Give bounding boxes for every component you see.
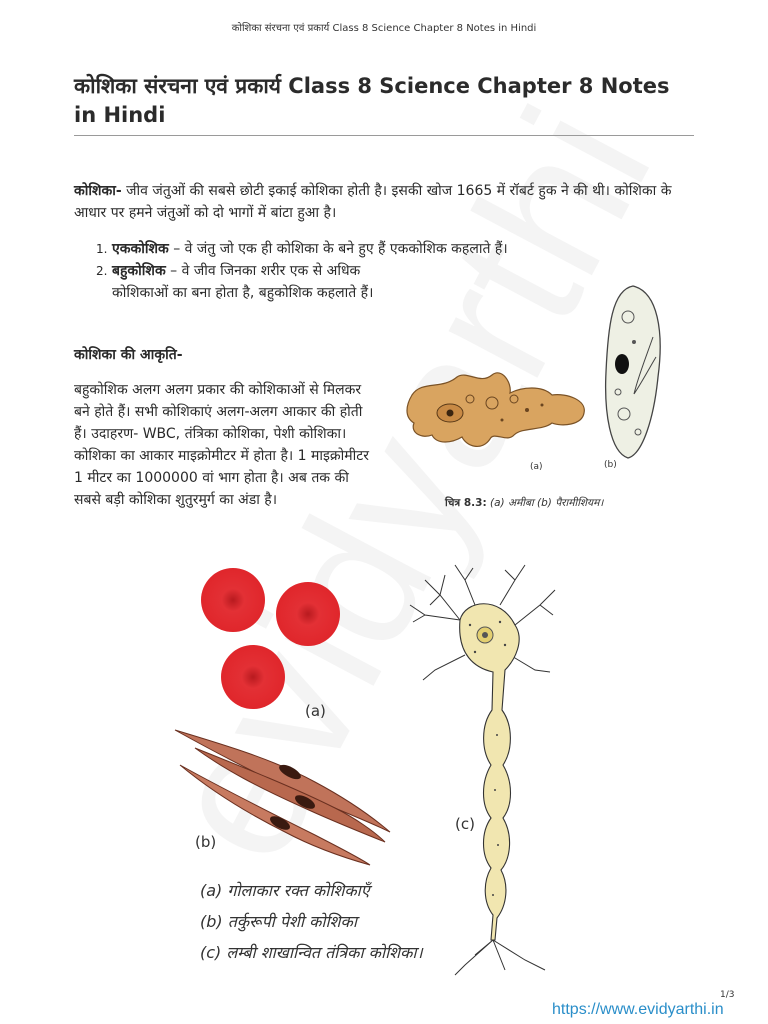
figure2-legend [200, 875, 423, 968]
list-number: 1. [96, 242, 108, 256]
nerve-cell-illustration [405, 560, 565, 980]
figure2-label-a: (a) [305, 702, 326, 720]
caption-prefix: चित्र 8.3: [445, 497, 487, 509]
intro-text: जीव जंतुओं की सबसे छोटी इकाई कोशिका होती है। इसकी खोज 1665 में रॉबर्ट हुक ने की थी। कोशिका के आधार पर हमने जंतुओं को दो भागों में बांटा हुआ है। [74, 183, 672, 221]
shape-paragraph: बहुकोशिक अलग अलग प्रकार की कोशिकाओं से मिलकर बने होते हैं। सभी कोशिकाएं अलग-अलग आकार की होती हैं। उदाहरण- WBC, तंत्रिका कोशिका, पेशी कोशिका। कोशिका का आकार माइक्रोमीटर में होता है। 1 माइक्रोमीटर 1 मीटर का 1000000 वां भाग होता है। अब तक की सबसे बड़ी कोशिका शुतुरमुर्ग का अंडा है। [74, 382, 370, 508]
title-line-1: कोशिका संरचना एवं प्रकार्य Class 8 Science Chapter 8 Notes [74, 74, 670, 98]
figure1-label-a: (a) [530, 462, 543, 472]
list-text: – वे जंतु जो एक ही कोशिका के बने हुए हैं एककोशिक कहलाते हैं। [168, 241, 508, 257]
running-header: कोशिका संरचना एवं प्रकार्य Class 8 Science Chapter 8 Notes in Hindi [231, 23, 537, 34]
footer-link[interactable]: https://www.evidyarthi.in [552, 1001, 724, 1018]
legend-item: (b) तर्कुरूपी पेशी कोशिका [200, 912, 357, 931]
legend-item: (c) लम्बी शाखान्वित तंत्रिका कोशिका। [200, 943, 423, 962]
figure2-label-b: (b) [195, 833, 217, 851]
page-number: 1/3 [720, 990, 735, 1000]
figure2-label-c: (c) [455, 815, 475, 833]
paramecium-illustration [598, 282, 668, 462]
amoeba-illustration [402, 365, 592, 455]
figure1-label-b: (b) [604, 460, 617, 470]
list-term: बहुकोशिक [112, 263, 166, 279]
title-line-2: in Hindi [74, 103, 166, 127]
intro-paragraph [74, 180, 694, 224]
cell-type-list [96, 238, 676, 304]
legend-item: (a) गोलाकार रक्त कोशिकाएँ [200, 881, 370, 900]
caption-text: (a) अमीबा (b) पैरामीशियम। [486, 497, 604, 509]
list-number: 2. [96, 264, 108, 278]
title-divider [74, 135, 694, 136]
list-item [96, 260, 412, 304]
intro-term: कोशिका- [74, 183, 122, 199]
list-term: एककोशिक [112, 241, 169, 257]
section-heading: कोशिका की आकृति- [74, 347, 183, 363]
list-text: – वे जीव जिनका शरीर एक से अधिक कोशिकाओं का बना होता है, बहुकोशिक कहलाते हैं। [112, 263, 374, 301]
figure1-caption [445, 496, 603, 510]
red-blood-cells-illustration [195, 562, 345, 712]
list-item [96, 238, 676, 260]
page-title [74, 72, 694, 130]
